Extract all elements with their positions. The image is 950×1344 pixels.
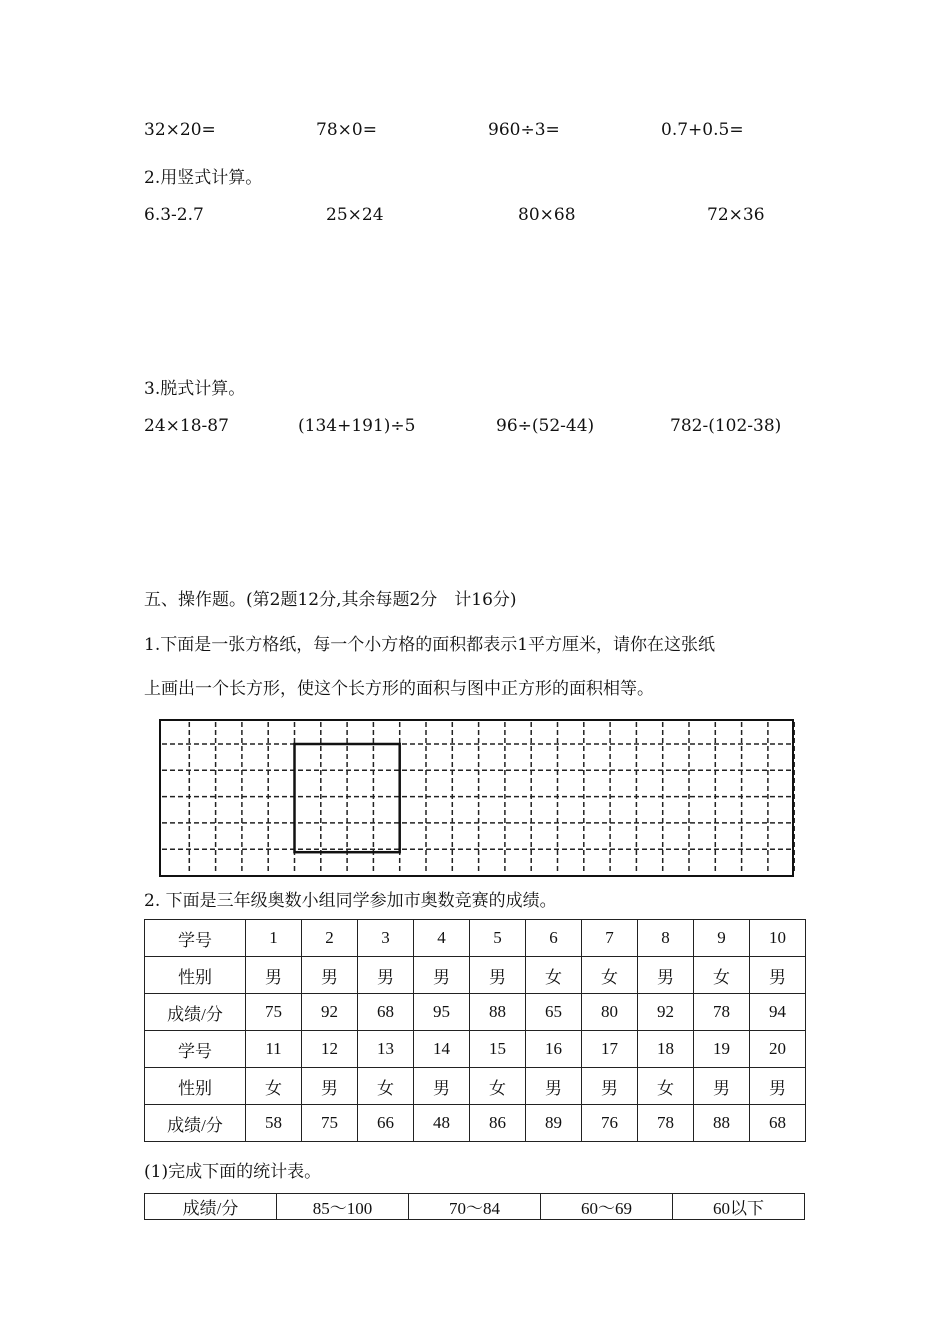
score-table-row — [145, 994, 806, 1031]
score-cell: 女 — [358, 1068, 414, 1105]
score-cell: 92 — [638, 994, 694, 1031]
score-cell: 7 — [582, 920, 638, 957]
score-cell: 男 — [750, 957, 806, 994]
score-cell: 66 — [358, 1105, 414, 1142]
oral-calc-item: 0.7+0.5= — [661, 120, 744, 140]
score-cell: 男 — [638, 957, 694, 994]
stepwise-calc-item: (134+191)÷5 — [298, 416, 416, 436]
score-cell: 94 — [750, 994, 806, 1031]
q1-text-line2: 上画出一个长方形，使这个长方形的面积与图中正方形的面积相等。 — [144, 679, 654, 699]
score-cell: 男 — [302, 1068, 358, 1105]
score-row-header: 成绩/分 — [145, 994, 246, 1031]
vertical-calc-item: 80×68 — [518, 205, 576, 225]
stat-header-cell: 60以下 — [673, 1194, 805, 1220]
score-cell: 12 — [302, 1031, 358, 1068]
score-cell: 男 — [358, 957, 414, 994]
score-cell: 男 — [246, 957, 302, 994]
score-cell: 5 — [470, 920, 526, 957]
score-cell: 女 — [526, 957, 582, 994]
stat-table — [144, 1193, 805, 1220]
score-cell: 80 — [582, 994, 638, 1031]
score-row-header: 成绩/分 — [145, 1105, 246, 1142]
stat-header-cell: 成绩/分 — [145, 1194, 277, 1220]
score-cell: 男 — [750, 1068, 806, 1105]
score-cell: 20 — [750, 1031, 806, 1068]
score-row-header: 性别 — [145, 957, 246, 994]
q2-text: 2. 下面是三年级奥数小组同学参加市奥数竞赛的成绩。 — [144, 891, 557, 911]
score-cell: 65 — [526, 994, 582, 1031]
score-cell: 78 — [638, 1105, 694, 1142]
vertical-calc-item: 72×36 — [707, 205, 765, 225]
score-cell: 95 — [414, 994, 470, 1031]
score-row-header: 学号 — [145, 1031, 246, 1068]
score-cell: 4 — [414, 920, 470, 957]
stat-header-cell: 85～100 — [277, 1194, 409, 1220]
score-cell: 16 — [526, 1031, 582, 1068]
score-table — [144, 919, 806, 1142]
score-cell: 19 — [694, 1031, 750, 1068]
score-cell: 58 — [246, 1105, 302, 1142]
score-cell: 48 — [414, 1105, 470, 1142]
stepwise-calc-title: 3.脱式计算。 — [144, 379, 246, 399]
score-cell: 88 — [694, 1105, 750, 1142]
oral-calc-item: 32×20= — [144, 120, 216, 140]
score-cell: 6 — [526, 920, 582, 957]
stepwise-calc-item: 782-(102-38) — [670, 416, 782, 436]
oral-calc-item: 78×0= — [316, 120, 377, 140]
score-cell: 女 — [246, 1068, 302, 1105]
score-cell: 75 — [246, 994, 302, 1031]
q2-sub1-text: (1)完成下面的统计表。 — [144, 1162, 322, 1182]
score-cell: 86 — [470, 1105, 526, 1142]
score-row-header: 性别 — [145, 1068, 246, 1105]
score-cell: 89 — [526, 1105, 582, 1142]
stat-header-cell: 60～69 — [541, 1194, 673, 1220]
score-cell: 9 — [694, 920, 750, 957]
score-row-header: 学号 — [145, 920, 246, 957]
score-cell: 13 — [358, 1031, 414, 1068]
score-cell: 女 — [470, 1068, 526, 1105]
score-cell: 男 — [414, 1068, 470, 1105]
stat-header-row — [145, 1194, 805, 1220]
score-cell: 15 — [470, 1031, 526, 1068]
score-cell: 8 — [638, 920, 694, 957]
score-cell: 11 — [246, 1031, 302, 1068]
score-table-row — [145, 957, 806, 994]
score-cell: 10 — [750, 920, 806, 957]
score-table-row — [145, 1105, 806, 1142]
score-cell: 76 — [582, 1105, 638, 1142]
score-cell: 男 — [582, 1068, 638, 1105]
score-cell: 男 — [694, 1068, 750, 1105]
score-cell: 男 — [526, 1068, 582, 1105]
score-cell: 92 — [302, 994, 358, 1031]
score-cell: 女 — [638, 1068, 694, 1105]
score-cell: 75 — [302, 1105, 358, 1142]
score-cell: 女 — [694, 957, 750, 994]
grid-paper-drawing[interactable] — [159, 716, 795, 882]
score-cell: 14 — [414, 1031, 470, 1068]
vertical-calc-item: 6.3-2.7 — [144, 205, 204, 225]
score-cell: 18 — [638, 1031, 694, 1068]
grid-paper[interactable] — [159, 716, 795, 886]
score-cell: 68 — [750, 1105, 806, 1142]
score-cell: 男 — [414, 957, 470, 994]
score-table-row — [145, 1068, 806, 1105]
stat-header-cell: 70～84 — [409, 1194, 541, 1220]
score-cell: 2 — [302, 920, 358, 957]
stepwise-calc-item: 96÷(52-44) — [496, 416, 595, 436]
score-cell: 88 — [470, 994, 526, 1031]
score-cell: 1 — [246, 920, 302, 957]
score-cell: 3 — [358, 920, 414, 957]
score-table-row — [145, 920, 806, 957]
score-cell: 78 — [694, 994, 750, 1031]
score-cell: 男 — [302, 957, 358, 994]
score-cell: 17 — [582, 1031, 638, 1068]
vertical-calc-item: 25×24 — [326, 205, 384, 225]
score-cell: 68 — [358, 994, 414, 1031]
q1-text-line1: 1.下面是一张方格纸，每一个小方格的面积都表示1平方厘米，请你在这张纸 — [144, 635, 716, 655]
stepwise-calc-item: 24×18-87 — [144, 416, 229, 436]
score-cell: 男 — [470, 957, 526, 994]
grid-dashed-lines — [162, 722, 794, 874]
vertical-calc-title: 2.用竖式计算。 — [144, 168, 263, 188]
score-table-row — [145, 1031, 806, 1068]
score-cell: 女 — [582, 957, 638, 994]
section5-title: 五、操作题。(第2题12分,其余每题2分 计16分) — [144, 590, 517, 610]
oral-calc-item: 960÷3= — [488, 120, 560, 140]
